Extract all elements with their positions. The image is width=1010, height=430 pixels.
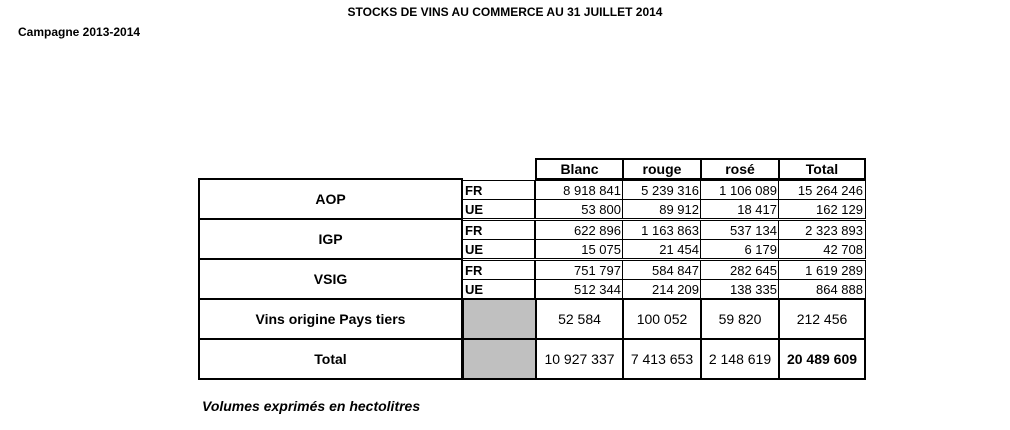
- col-header-total: Total: [778, 158, 866, 180]
- value-cell: 8 918 841: [535, 180, 624, 200]
- value-cell: 21 454: [622, 239, 702, 259]
- value-cell: 5 239 316: [622, 180, 702, 200]
- group-label-igp: IGP: [198, 218, 463, 260]
- value-cell: 282 645: [700, 260, 780, 280]
- origin-cell: FR: [462, 260, 535, 280]
- empty-shaded-cell: [462, 338, 537, 380]
- value-cell: 59 820: [700, 298, 780, 340]
- value-cell: 864 888: [778, 279, 866, 299]
- value-cell: 622 896: [535, 220, 624, 240]
- col-header-blanc: Blanc: [535, 158, 624, 180]
- group-label-vsig: VSIG: [198, 258, 463, 300]
- row-label-total: Total: [198, 338, 463, 380]
- campaign-label: Campagne 2013-2014: [18, 25, 141, 39]
- value-cell: 138 335: [700, 279, 780, 299]
- value-cell: 15 075: [535, 239, 624, 259]
- origin-cell: UE: [462, 279, 535, 299]
- value-cell: 537 134: [700, 220, 780, 240]
- value-cell: 1 106 089: [700, 180, 780, 200]
- empty-shaded-cell: [462, 298, 537, 340]
- value-cell: 15 264 246: [778, 180, 866, 200]
- origin-cell: UE: [462, 199, 535, 219]
- value-cell: 162 129: [778, 199, 866, 219]
- grand-total-cell: 20 489 609: [778, 338, 866, 380]
- group-label-aop: AOP: [198, 178, 463, 220]
- value-cell: 1 619 289: [778, 260, 866, 280]
- row-label-pays-tiers: Vins origine Pays tiers: [198, 298, 463, 340]
- origin-cell: FR: [462, 180, 535, 200]
- value-cell: 42 708: [778, 239, 866, 259]
- col-header-rose: rosé: [700, 158, 780, 180]
- value-cell: 6 179: [700, 239, 780, 259]
- value-cell: 512 344: [535, 279, 624, 299]
- col-header-rouge: rouge: [622, 158, 702, 180]
- value-cell: 1 163 863: [622, 220, 702, 240]
- value-cell: 18 417: [700, 199, 780, 219]
- value-cell: 2 148 619: [700, 338, 780, 380]
- value-cell: 751 797: [535, 260, 624, 280]
- origin-cell: UE: [462, 239, 535, 259]
- value-cell: 52 584: [535, 298, 624, 340]
- origin-cell: FR: [462, 220, 535, 240]
- value-cell: 7 413 653: [622, 338, 702, 380]
- value-cell: 10 927 337: [535, 338, 624, 380]
- value-cell: 2 323 893: [778, 220, 866, 240]
- page-title: STOCKS DE VINS AU COMMERCE AU 31 JUILLET 2014: [347, 5, 663, 19]
- value-cell: 89 912: [622, 199, 702, 219]
- value-cell: 53 800: [535, 199, 624, 219]
- value-cell: 584 847: [622, 260, 702, 280]
- value-cell: 100 052: [622, 298, 702, 340]
- value-cell: 214 209: [622, 279, 702, 299]
- footnote: Volumes exprimés en hectolitres: [202, 398, 421, 414]
- value-cell: 212 456: [778, 298, 866, 340]
